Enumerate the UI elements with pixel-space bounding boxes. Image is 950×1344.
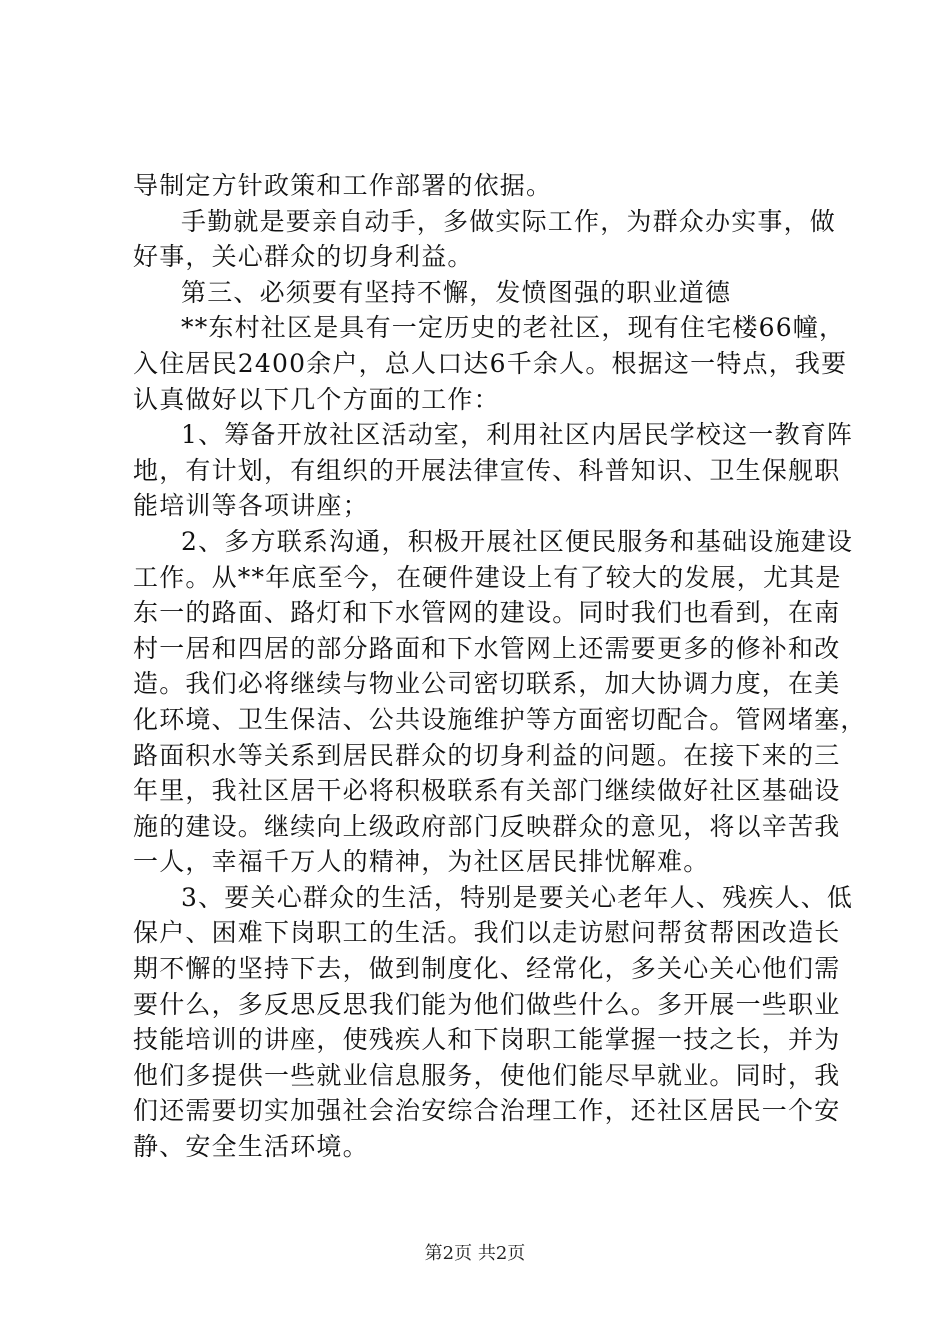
text-line: 一人，幸福千万人的精神，为社区居民排忧解难。 [133, 847, 710, 877]
text-line: 化环境、卫生保洁、公共设施维护等方面密切配合。管网堵塞， [133, 704, 867, 734]
text-line: **东村社区是具有一定历史的老社区，现有住宅楼66幢， [181, 313, 846, 343]
text-line: 好事，关心群众的切身利益。 [133, 242, 474, 272]
text-line: 要什么，多反思反思我们能为他们做些什么。多开展一些职业 [133, 989, 841, 1019]
text-line: 能培训等各项讲座； [133, 491, 369, 521]
text-line: 们还需要切实加强社会治安综合治理工作，还社区居民一个安 [133, 1096, 841, 1126]
text-line: 2、多方联系沟通，积极开展社区便民服务和基础设施建设 [181, 526, 854, 556]
text-line: 工作。从**年底至今，在硬件建设上有了较大的发展，尤其是 [133, 562, 842, 592]
text-line: 导制定方针政策和工作部署的依据。 [133, 171, 553, 200]
page-footer: 第2页 共2页 [424, 1243, 526, 1264]
text-line: 东一的路面、路灯和下水管网的建设。同时我们也看到，在南 [133, 598, 841, 628]
text-line: 静、安全生活环境。 [133, 1132, 369, 1162]
text-line: 村一居和四居的部分路面和下水管网上还需要更多的修补和改 [133, 633, 841, 663]
text-line: 路面积水等关系到居民群众的切身利益的问题。在接下来的三 [133, 740, 841, 770]
text-line: 手勤就是要亲自动手，多做实际工作，为群众办实事，做 [181, 206, 837, 236]
text-line: 入住居民2400余户，总人口达6千余人。根据这一特点，我要 [133, 348, 848, 378]
document-body [133, 168, 867, 1165]
text-line: 年里，我社区居干必将积极联系有关部门继续做好社区基础设 [133, 776, 841, 806]
text-line: 期不懈的坚持下去，做到制度化、经常化，多关心关心他们需 [133, 954, 841, 984]
text-line: 3、要关心群众的生活，特别是要关心老年人、残疾人、低 [181, 882, 854, 912]
text-line: 保户、困难下岗职工的生活。我们以走访慰问帮贫帮困改造长 [133, 918, 841, 948]
text-line: 施的建设。继续向上级政府部门反映群众的意见，将以辛苦我 [133, 811, 841, 841]
text-line: 认真做好以下几个方面的工作： [133, 384, 500, 414]
text-line: 造。我们必将继续与物业公司密切联系，加大协调力度，在美 [133, 669, 841, 699]
text-line: 技能培训的讲座，使残疾人和下岗职工能掌握一技之长，并为 [133, 1025, 841, 1055]
text-line: 地，有计划，有组织的开展法律宣传、科普知识、卫生保舰职 [133, 455, 841, 485]
text-line: 第三、必须要有坚持不懈，发愤图强的职业道德 [181, 277, 732, 307]
text-line: 1、筹备开放社区活动室，利用社区内居民学校这一教育阵 [181, 420, 854, 450]
text-line: 他们多提供一些就业信息服务，使他们能尽早就业。同时，我 [133, 1060, 841, 1090]
